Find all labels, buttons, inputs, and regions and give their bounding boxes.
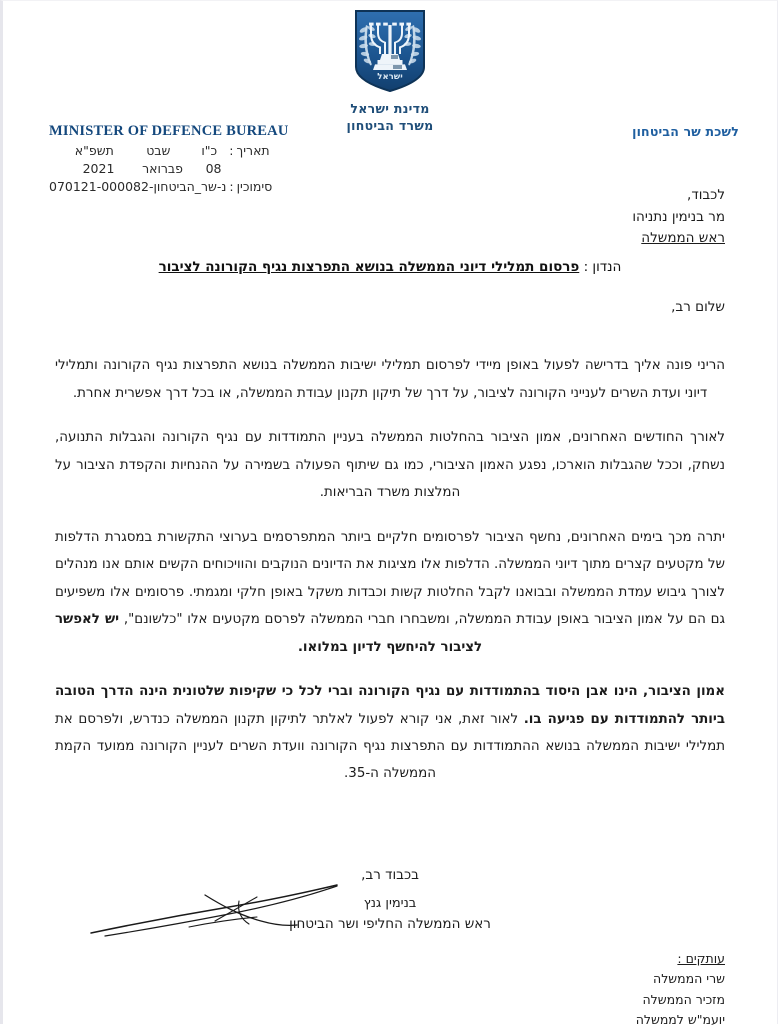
bureau-title-english: MINISTER OF DEFENCE BUREAU (49, 123, 289, 139)
addressee-salutation: לכבוד, (687, 187, 725, 203)
letterhead-left (49, 123, 289, 196)
cc-item: מזכיר הממשלה (642, 991, 725, 1007)
paragraph-1: הריני פונה אליך בדרישה לפעול באופן מיידי לפרסום תמלילי ישיבות הממשלה בנושא התפרצות נגיף הקורונה ותמלילי דיוני ועדת השרים לענייני הקורונה לציבור, על דרך של תיקון תקנון עבודת הממשלה, או בכל דרך אפשרית אחרת. (55, 358, 725, 401)
date-separator-spacer (231, 160, 237, 178)
addressee-title: ראש הממשלה (641, 230, 725, 247)
date-row (49, 142, 289, 160)
hebrew-month: שבט (146, 143, 171, 158)
gregorian-month: פברואר (142, 161, 183, 177)
reference-separator: : (229, 179, 234, 195)
date-separator: : (229, 143, 234, 158)
paragraph-3-text: יתרה מכך בימים האחרונים, נחשף הציבור לפרסומים חלקיים ביותר המתפרסמים בערוצי התקשורת במסגרת הדלפות של מקטעים קצרים מתוך דיוני הממשלה. הדלפות אלו מציגות את הדיונים הנוקבים והוויכוחים הקשים אותם אנו מנהלים לצורך גיבוש עמדת הממשלה ובבואנו לקבל החלטות קשות וכבדות משקל באופן חלקי ומגמתי. פרסומים אלו משפיעים גם הם על אמון הציבור באופן עבודת הממשלה, ומשבחרו חברי הממשלה לפרסם מקטעים אלו "כלשונם", (55, 529, 725, 628)
emblem-caption-line1: מדינת ישראל (350, 101, 430, 116)
subject-line (55, 259, 725, 275)
paragraph-4-emphasis: אמון הציבור, הינו אבן היסוד בהתמודדות עם נגיף הקורונה וברי לכל כי שקיפות שלטונית הינה הדרך הטובה ביותר להתמודדות עם פגיעה בו. (55, 684, 725, 727)
date-label-spacer (237, 160, 289, 178)
signatory-name: בנימין גנץ (363, 896, 417, 911)
subject-label: הנדון : (583, 259, 622, 275)
gregorian-date-row (49, 160, 289, 178)
reference-row (49, 178, 289, 196)
letter-body (55, 339, 725, 805)
reference-label: סימוכין (236, 179, 273, 195)
addressee-name: מר בנימין נתניהו (632, 208, 725, 225)
gregorian-year: 2021 (82, 161, 115, 177)
reference-prefix: נ-שר_הביטחון- (148, 179, 227, 195)
cc-title: עותקים : (677, 951, 725, 966)
signature-block (3, 894, 777, 934)
reference-number: 070121-000082 (49, 179, 149, 195)
bureau-label-hebrew: לשכת שר הביטחון (632, 124, 739, 139)
date-label: תאריך (236, 143, 270, 158)
subject-text: פרסום תמלילי דיוני הממשלה בנושא התפרצות נגיף הקורונה לציבור (158, 259, 580, 275)
cc-item: יועמ"ש לממשלה (635, 1011, 725, 1027)
hebrew-year: תשפ"א (74, 143, 114, 158)
greeting-line: שלום רב, (671, 299, 725, 315)
israel-state-emblem-icon (353, 9, 427, 97)
cc-item: שרי הממשלה (653, 971, 725, 987)
closing-line: בכבוד רב, (361, 867, 419, 883)
gregorian-day: 08 (205, 161, 222, 177)
paragraph-4-text: לאור זאת, אני קורא לפעול לאלתר לתיקון תקנון הממשלה כנדרש, ולפרסם את תמלילי ישיבות הממשלה בנושא ההתמודדות עם התפרצות נגיף הקורונה וועדת השרים לעניין הקורונה ממועד הקמת הממשלה ה-35. (55, 711, 725, 782)
emblem-caption (347, 101, 434, 135)
letter-metadata (49, 142, 289, 196)
cc-block (636, 949, 725, 1030)
signatory-role: ראש הממשלה החליפי ושר הביטחון (289, 915, 491, 932)
hebrew-day: כ"ו (201, 143, 218, 158)
emblem-caption-line2: משרד הביטחון (346, 117, 434, 133)
svg-text:ישראל: ישראל (377, 72, 403, 82)
addressee-block (632, 185, 725, 250)
paragraph-3 (55, 524, 725, 661)
paragraph-2: לאורך החודשים האחרונים, אמון הציבור בהחלטות הממשלה בעניין התמודדות עם נגיף הקורונה והגבלות התנועה, נשחק, וככל שהגבלות הוארכו, נפגע האמון הציבורי, כמו גם שיתוף הפעולה בשמירה על ההנחיות והקפדת הציבור על המלצות משרד הבריאות. (55, 430, 725, 501)
paragraph-4 (55, 678, 725, 788)
state-emblem-block (3, 9, 777, 135)
paragraph-3-emphasis: יש לאפשר לציבור להיחשף לדיון במלואו. (55, 612, 483, 655)
